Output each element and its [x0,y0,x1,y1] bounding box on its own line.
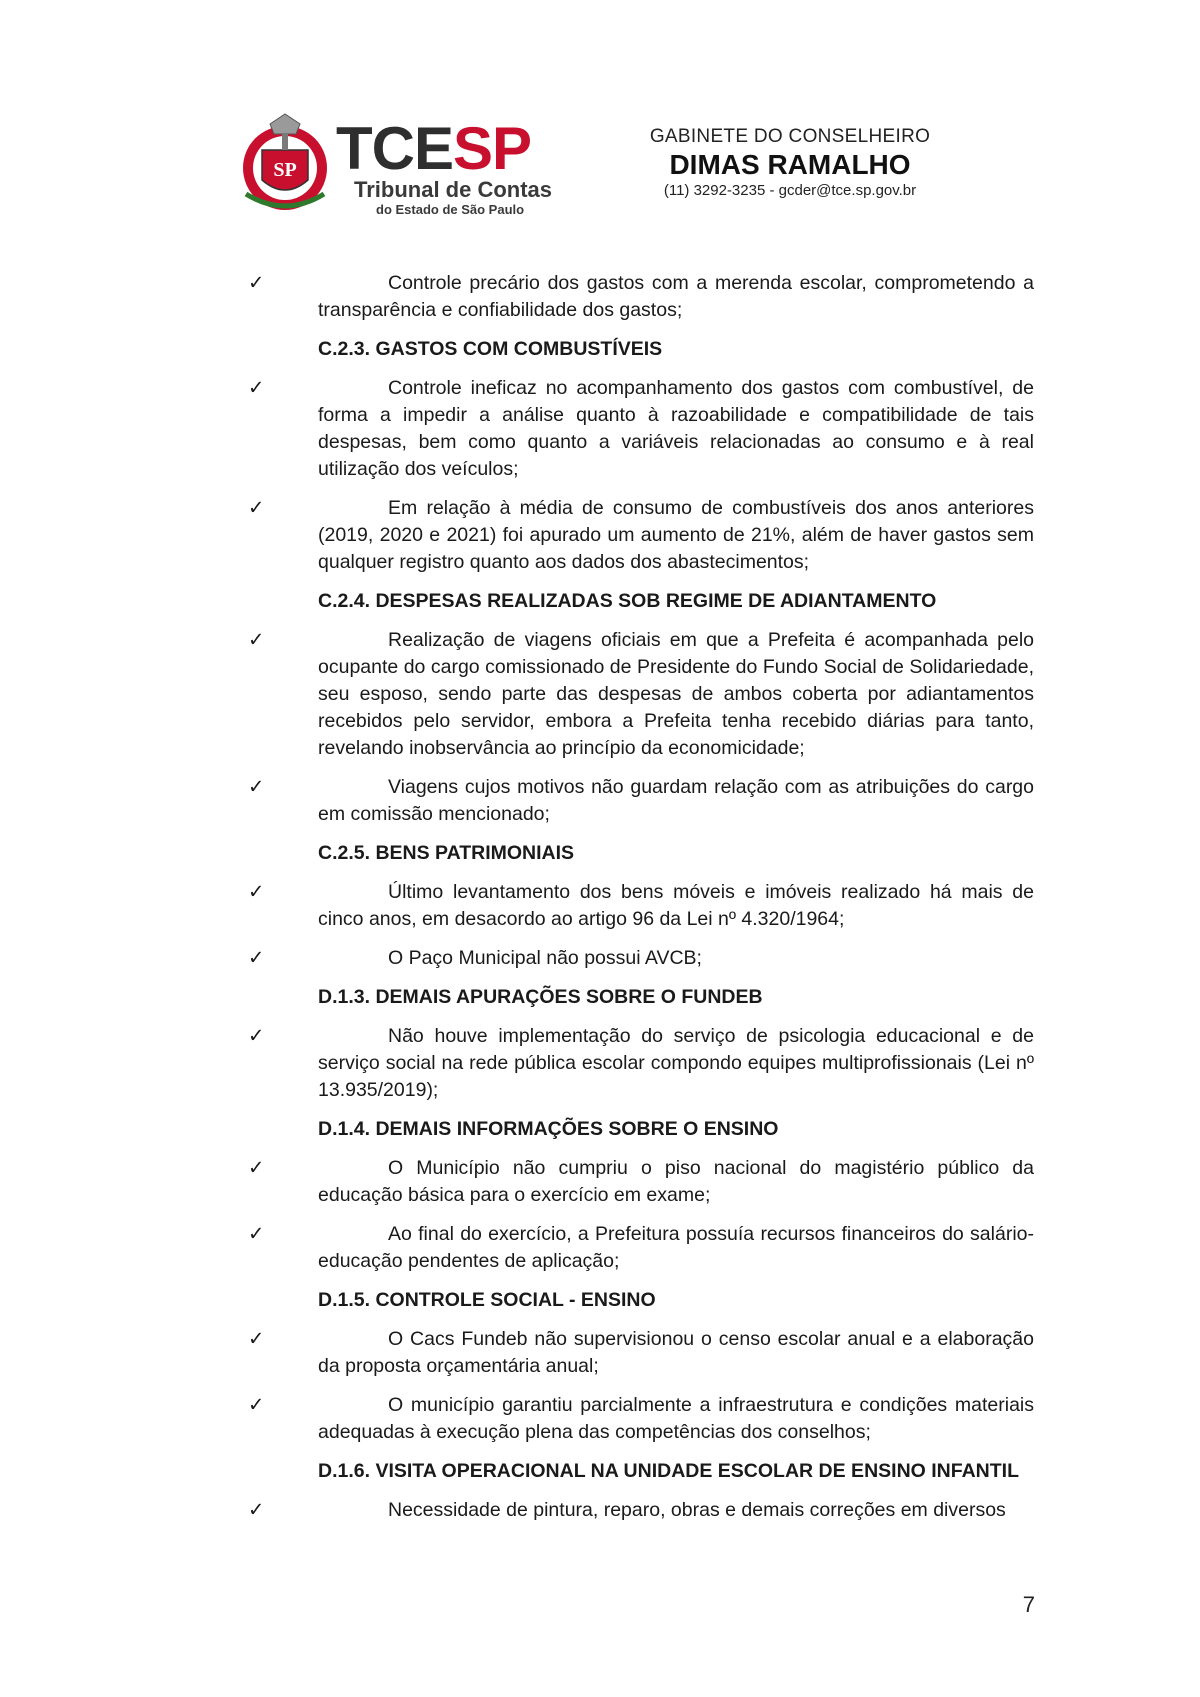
tcesp-logo [240,110,580,220]
item-text: Necessidade de pintura, reparo, obras e demais correções em diversos [388,1499,1006,1521]
checkmark-icon: ✓ [248,629,265,651]
document-body [248,270,1034,1536]
section-heading: D.1.4. DEMAIS INFORMAÇÕES SOBRE O ENSINO [318,1118,779,1140]
item-text: O Paço Municipal não possui AVCB; [388,947,702,969]
checklist-item [248,1221,1034,1275]
section-heading: D.1.6. VISITA OPERACIONAL NA UNIDADE ESCOLAR DE ENSINO INFANTIL [318,1460,1019,1482]
contact-info: (11) 3292-3235 - gcder@tce.sp.gov.br [663,182,917,199]
checkmark-icon: ✓ [248,881,265,903]
checklist-item [248,1326,1034,1380]
checklist-item [248,375,1034,483]
section-heading: D.1.5. CONTROLE SOCIAL - ENSINO [318,1289,656,1311]
brand-sp: SP [453,115,532,182]
brand-subtitle-small: do Estado de São Paulo [376,202,525,217]
letterhead [240,110,940,220]
checklist-item [248,1023,1034,1104]
item-text: Último levantamento dos bens móveis e imóveis realizado há mais de cinco anos, em desacordo ao artigo 96 da Lei nº 4.320/1964; [318,881,1034,930]
checklist-item [248,1155,1034,1209]
item-text: Realização de viagens oficiais em que a Prefeita é acompanhada pelo ocupante do cargo comissionado de Presidente do Fundo Social de Solidariedade, seu esposo, sendo parte das despesas de ambos coberta por adiantamentos recebidos pelo servidor, embora a Prefeita tenha recebido diárias para tanto, revelando inobservância ao princípio da economicidade; [318,629,1034,759]
checkmark-icon: ✓ [248,272,265,294]
cabinet-label: GABINETE DO CONSELHEIRO [649,126,931,147]
checkmark-icon: ✓ [248,1499,265,1521]
item-text: Em relação à média de consumo de combustíveis dos anos anteriores (2019, 2020 e 2021) foi apurado um aumento de 21%, além de haver gastos sem qualquer registro quanto aos dados dos abastecimentos; [318,497,1034,573]
checkmark-icon: ✓ [248,377,265,399]
item-text: O Município não cumpriu o piso nacional do magistério público da educação básica para o exercício em exame; [318,1157,1034,1206]
sao-paulo-seal-icon [240,110,330,220]
item-text: Viagens cujos motivos não guardam relação com as atribuições do cargo em comissão mencionado; [318,776,1034,825]
checkmark-icon: ✓ [248,947,265,969]
counselor-name: DIMAS RAMALHO [669,149,911,180]
checkmark-icon: ✓ [248,1394,265,1416]
item-text: O município garantiu parcialmente a infraestrutura e condições materiais adequadas à execução plena das competências dos conselhos; [318,1394,1034,1443]
item-text: O Cacs Fundeb não supervisionou o censo escolar anual e a elaboração da proposta orçamentária anual; [318,1328,1034,1377]
page-number: 7 [1022,1592,1035,1617]
checkmark-icon: ✓ [248,776,265,798]
seal-letters: SP [273,159,297,181]
section-heading: C.2.5. BENS PATRIMONIAIS [318,842,575,864]
checkmark-icon: ✓ [248,1025,265,1047]
item-text: Não houve implementação do serviço de psicologia educacional e de serviço social na rede pública escolar compondo equipes multiprofissionais (Lei nº 13.935/2019); [318,1025,1034,1101]
checklist-item [248,270,1034,324]
checkmark-icon: ✓ [248,497,265,519]
item-text: Controle ineficaz no acompanhamento dos gastos com combustível, de forma a impedir a análise quanto à razoabilidade e compatibilidade de tais despesas, bem como quanto a variáveis relacionadas ao consumo e à real utilização dos veículos; [318,377,1034,480]
cabinet-block [640,126,940,199]
checklist-item [248,879,1034,933]
checkmark-icon: ✓ [248,1328,265,1350]
brand-wordmark [336,115,552,182]
checklist-item [248,1497,1034,1524]
item-text: Ao final do exercício, a Prefeitura possuía recursos financeiros do salário-educação pendentes de aplicação; [318,1223,1034,1272]
checklist-item [248,1392,1034,1446]
item-text: Controle precário dos gastos com a merenda escolar, comprometendo a transparência e confiabilidade dos gastos; [318,272,1034,321]
brand-tce: TCE [336,115,453,182]
section-heading: D.1.3. DEMAIS APURAÇÕES SOBRE O FUNDEB [318,986,763,1008]
checklist-item [248,627,1034,762]
section-heading: C.2.3. GASTOS COM COMBUSTÍVEIS [318,338,663,360]
checklist-item [248,495,1034,576]
checkmark-icon: ✓ [248,1223,265,1245]
section-heading: C.2.4. DESPESAS REALIZADAS SOB REGIME DE ADIANTAMENTO [318,590,937,612]
brand-subtitle: Tribunal de Contas [354,177,553,202]
checkmark-icon: ✓ [248,1157,265,1179]
checklist-item [248,945,1034,972]
logo-text [336,115,553,218]
checklist-item [248,774,1034,828]
